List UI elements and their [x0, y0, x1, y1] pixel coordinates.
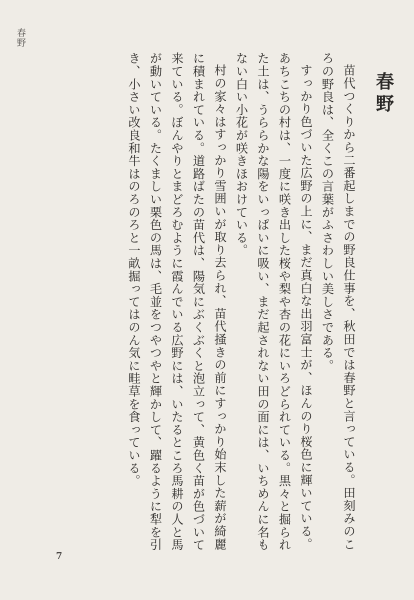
running-head: 春野 — [15, 28, 25, 48]
paragraph-1: 苗代つくりから二番起しまでの野良仕事を、秋田では春野と言っている。田刻みのころの野良は、全くこの言葉がふさわしい美しさである。 — [320, 52, 356, 551]
paragraph-3: 村の家々はすっかり雪囲いが取り去られ、苗代掻きの前にすっかり始末した薪が綺麗に積まれている。道路ばたの苗代は、陽気にぶくぶくと泡立って、黄色く苗が色づいて来ている。ぼんやりとまどろむように霞んでいる広野には、いたるところ馬耕の人と馬が動いている。たくましい栗色の馬は、毛並をつやつやと輝かして、躍るように犁を引き、小さい改良和牛はのろのろと一畝掘ってはのん気に畦草を食っている。 — [127, 52, 227, 552]
paragraph-2: すっかり色づいた広野の上に、まだ真白な出羽富士が、ほんのり桜色に輝いている。あちこちの村は、一度に咲き出した桜や梨や杏の花にいろどられている。黒々と掘られた土は、うららかな陽をいっぱいに吸い、まだ起されない田の面には、いちめんに名もない白い小花が咲きほおけている。 — [234, 52, 313, 552]
page-number: 7 — [56, 552, 63, 562]
body-text — [123, 52, 360, 562]
chapter-title: 春野 — [373, 72, 394, 116]
